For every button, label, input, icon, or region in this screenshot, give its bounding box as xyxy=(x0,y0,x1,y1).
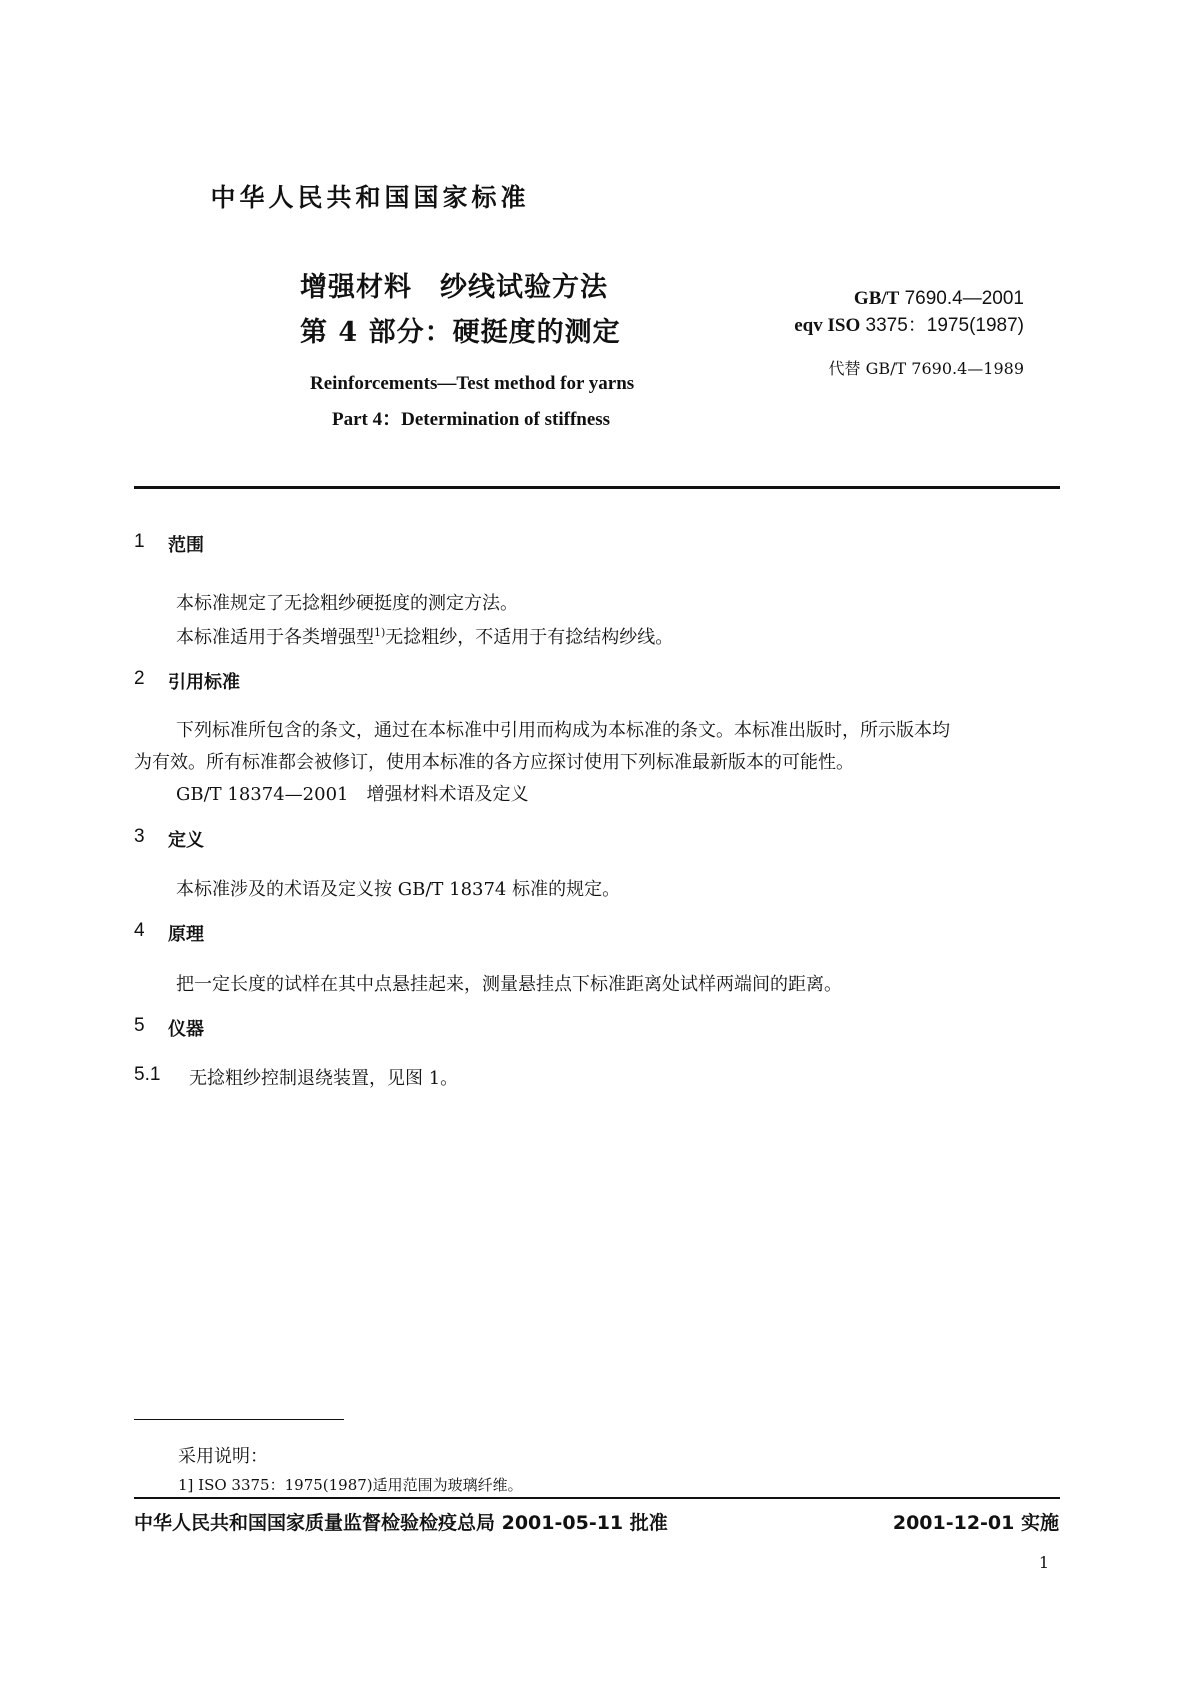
section-1-paragraph-1: 本标准规定了无捻粗纱硬挺度的测定方法。 xyxy=(176,593,518,614)
title-cn-line1: 增强材料 纱线试验方法 xyxy=(300,272,608,303)
section-5-number: 5 xyxy=(134,1015,145,1036)
equivalence-value: 3375：1975(1987) xyxy=(865,315,1024,336)
header-divider xyxy=(134,486,1060,489)
subsection-5-1-number: 5.1 xyxy=(134,1064,161,1085)
section-2-number: 2 xyxy=(134,668,145,689)
subsection-5-1-text: 无捻粗纱控制退绕装置，见图 1。 xyxy=(189,1068,459,1089)
standard-number-value: 7690.4—2001 xyxy=(904,288,1024,309)
equivalence-prefix: eqv ISO xyxy=(794,315,861,336)
section-2-title: 引用标准 xyxy=(168,672,240,693)
section-3-paragraph: 本标准涉及的术语及定义按 GB/T 18374 标准的规定。 xyxy=(176,879,621,900)
implementation-date: 2001-12-01 实施 xyxy=(892,1512,1059,1534)
title-cn-line2: 第 4 部分：硬挺度的测定 xyxy=(300,317,621,348)
footer-divider xyxy=(134,1497,1060,1499)
title-en-line2: Part 4：Determination of stiffness xyxy=(332,409,611,430)
section-1-number: 1 xyxy=(134,531,145,552)
footnote-ref: 1) xyxy=(374,626,386,639)
national-standard-heading: 中华人民共和国国家标准 xyxy=(210,183,530,212)
s1-p2-after: 无捻粗纱，不适用于有捻结构纱线。 xyxy=(385,627,674,648)
footnote-text: 1] ISO 3375：1975(1987)适用范围为玻璃纤维。 xyxy=(178,1476,523,1494)
page-number: 1 xyxy=(1038,1553,1049,1572)
approval-line: 中华人民共和国国家质量监督检验检疫总局 2001-05-11 批准 xyxy=(134,1512,668,1534)
section-4-number: 4 xyxy=(134,920,145,941)
section-5-title: 仪器 xyxy=(168,1019,204,1040)
s1-p2-before: 本标准适用于各类增强型 xyxy=(176,627,374,648)
section-1-paragraph-2 xyxy=(176,623,673,649)
section-2-paragraph-line1: 下列标准所包含的条文，通过在本标准中引用而构成为本标准的条文。本标准出版时，所示版本均 xyxy=(176,720,950,741)
replaces-line: 代替 GB/T 7690.4—1989 xyxy=(828,359,1024,378)
footnote-divider xyxy=(134,1419,344,1420)
standard-number-prefix: GB/T xyxy=(853,288,900,309)
title-en-line1: Reinforcements—Test method for yarns xyxy=(310,373,635,394)
section-3-number: 3 xyxy=(134,826,145,847)
section-2-paragraph-line2: 为有效。所有标准都会被修订，使用本标准的各方应探讨使用下列标准最新版本的可能性。 xyxy=(134,752,854,773)
standard-number xyxy=(854,288,1024,310)
section-1-title: 范围 xyxy=(168,535,204,556)
equivalence-line xyxy=(794,310,1024,337)
section-4-title: 原理 xyxy=(168,924,204,945)
section-2-reference: GB/T 18374—2001 增强材料术语及定义 xyxy=(176,784,529,805)
section-4-paragraph: 把一定长度的试样在其中点悬挂起来，测量悬挂点下标准距离处试样两端间的距离。 xyxy=(176,974,842,995)
footnote-heading: 采用说明： xyxy=(178,1446,268,1467)
section-3-title: 定义 xyxy=(168,830,204,851)
